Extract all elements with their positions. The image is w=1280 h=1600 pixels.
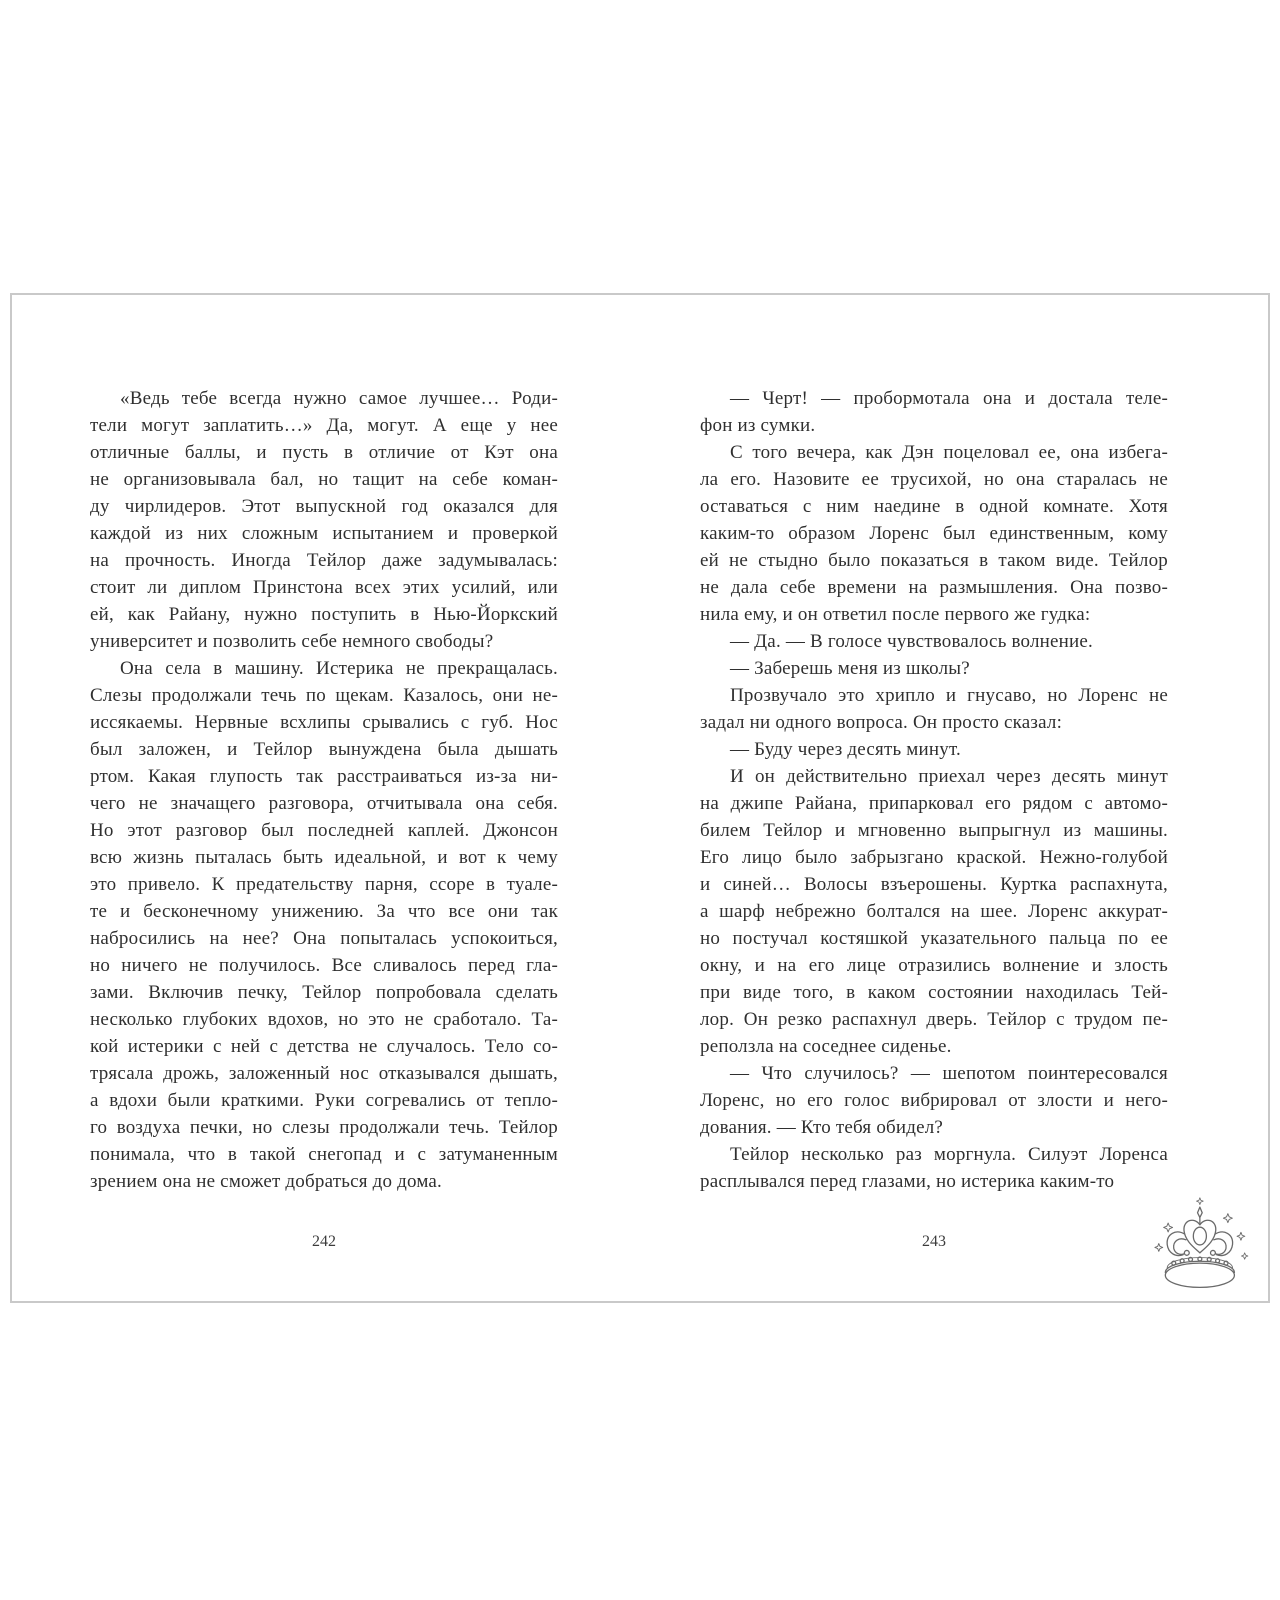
text-line: тели могут заплатить…» Да, могут. А еще у нее <box>90 415 558 436</box>
text-line: И он действительно приехал через десять минут <box>730 766 1168 787</box>
text-line: ей не стыдно было показаться в таком виде. Тейлор <box>700 550 1168 571</box>
text-line: но постучал костяшкой указательного пальца по ее <box>700 928 1168 949</box>
text-line: был заложен, и Тейлор вынуждена была дышать <box>90 739 558 760</box>
text-line: зрением она не сможет добраться до дома. <box>90 1171 442 1192</box>
text-line: «Ведь тебе всегда нужно самое лучшее… Роди- <box>120 388 558 409</box>
text-line: ду чирлидеров. Этот выпускной год оказался для <box>90 496 558 517</box>
text-line: расплывался перед глазами, но истерика каким-то <box>700 1171 1115 1192</box>
text-line: не дала себе времени на размышления. Она позво- <box>700 577 1168 598</box>
text-line: каждой из них сложным испытанием и проверкой <box>90 523 558 544</box>
text-line: Лоренс, но его голос вибрировал от злости и него- <box>700 1090 1168 1111</box>
text-line: иссякаемы. Нервные всхлипы срывались с губ. Нос <box>90 712 558 733</box>
text-line: ртом. Какая глупость так расстраиваться из-за ни- <box>90 766 558 787</box>
paragraph <box>700 1060 1168 1141</box>
text-line: стоит ли диплом Принстона всех этих усилий, или <box>90 577 558 598</box>
text-line: набросились на нее? Она попыталась успокоиться, <box>90 928 558 949</box>
text-line: нила ему, и он ответил после первого же гудка: <box>700 604 1091 625</box>
text-line: при виде того, в каком состоянии находилась Тей- <box>700 982 1168 1003</box>
paragraph <box>700 439 1168 628</box>
text-line: окну, и на его лице отразились волнение и злость <box>700 955 1168 976</box>
text-line: — Что случилось? — шепотом поинтересовался <box>730 1063 1168 1084</box>
text-line: а шарф небрежно болтался на шее. Лоренс аккурат- <box>700 901 1168 922</box>
text-line: Она села в машину. Истерика не прекращалась. <box>120 658 558 679</box>
page-card <box>10 293 1270 1303</box>
text-line: Тейлор несколько раз моргнула. Силуэт Лоренса <box>730 1144 1168 1165</box>
text-line: С того вечера, как Дэн поцеловал ее, она избега- <box>730 442 1168 463</box>
text-line: чего не значащего разговора, отчитывала она себя. <box>90 793 558 814</box>
text-line: университет и позволить себе немного свободы? <box>90 631 494 652</box>
text-line: но ничего не получилось. Все сливалось перед гла- <box>90 955 558 976</box>
text-line: — Заберешь меня из школы? <box>730 658 970 679</box>
text-line: го воздуха печки, но слезы продолжали течь. Тейлор <box>90 1117 558 1138</box>
text-line: на джипе Райана, припарковал его рядом с автомо- <box>700 793 1168 814</box>
paragraph <box>90 385 558 655</box>
text-line: задал ни одного вопроса. Он просто сказал: <box>700 712 1063 733</box>
text-line: Его лицо было забрызгано краской. Нежно-голубой <box>700 847 1168 868</box>
text-line: на прочность. Иногда Тейлор даже задумывалась: <box>90 550 558 571</box>
paragraph <box>700 1141 1168 1195</box>
text-line: трясала дрожь, заложенный нос отказывался дышать, <box>90 1063 558 1084</box>
text-line: ла его. Назовите ее трусихой, но она старалась не <box>700 469 1168 490</box>
text-line: те и бесконечному унижению. За что все они так <box>90 901 558 922</box>
tiara-icon <box>1142 1195 1254 1293</box>
text-line: лор. Он резко распахнул дверь. Тейлор с трудом пе- <box>700 1009 1168 1030</box>
text-line: и синей… Волосы взъерошены. Куртка распахнута, <box>700 874 1168 895</box>
text-line: — Черт! — пробормотала она и достала теле- <box>730 388 1168 409</box>
text-line: ей, как Райану, нужно поступить в Нью-Йоркский <box>90 604 558 625</box>
text-line: не организовывала бал, но тащит на себе коман- <box>90 469 558 490</box>
text-line: Слезы продолжали течь по щекам. Казалось, они не- <box>90 685 558 706</box>
right-page-text-column <box>700 385 1168 1195</box>
text-line: — Да. — В голосе чувствовалось волнение. <box>730 631 1093 652</box>
paragraph <box>700 385 1168 439</box>
text-line: зами. Включив печку, Тейлор попробовала сделать <box>90 982 558 1003</box>
paragraph <box>700 628 1168 655</box>
text-line: реползла на соседнее сиденье. <box>700 1036 952 1057</box>
paragraph <box>90 655 558 1195</box>
page-number-left: 242 <box>312 1233 336 1250</box>
paragraph <box>700 682 1168 736</box>
text-line: кой истерики с ней с детства не случалось. Тело со- <box>90 1036 558 1057</box>
text-line: это привело. К предательству парня, ссоре в туале- <box>90 874 558 895</box>
paragraph <box>700 736 1168 763</box>
text-line: отличные баллы, и пусть в отличие от Кэт она <box>90 442 558 463</box>
text-line: каким-то образом Лоренс был единственным, кому <box>700 523 1168 544</box>
paragraph <box>700 655 1168 682</box>
text-line: дования. — Кто тебя обидел? <box>700 1117 944 1138</box>
text-line: несколько глубоких вдохов, но это не сработало. Та- <box>90 1009 558 1030</box>
text-line: понимала, что в такой снегопад и с затуманенным <box>90 1144 558 1165</box>
text-line: фон из сумки. <box>700 415 816 436</box>
text-line: Прозвучало это хрипло и гнусаво, но Лоренс не <box>730 685 1168 706</box>
text-line: Но этот разговор был последней каплей. Джонсон <box>90 820 558 841</box>
text-line: а вдохи были краткими. Руки согревались от тепло- <box>90 1090 558 1111</box>
text-line: оставаться с ним наедине в одной комнате. Хотя <box>700 496 1168 517</box>
text-line: всю жизнь пыталась быть идеальной, и вот к чему <box>90 847 558 868</box>
text-line: билем Тейлор и мгновенно выпрыгнул из машины. <box>700 820 1168 841</box>
left-page-text-column <box>90 385 558 1195</box>
text-line: — Буду через десять минут. <box>730 739 961 760</box>
paragraph <box>700 763 1168 1060</box>
page-number-right: 243 <box>922 1233 946 1250</box>
